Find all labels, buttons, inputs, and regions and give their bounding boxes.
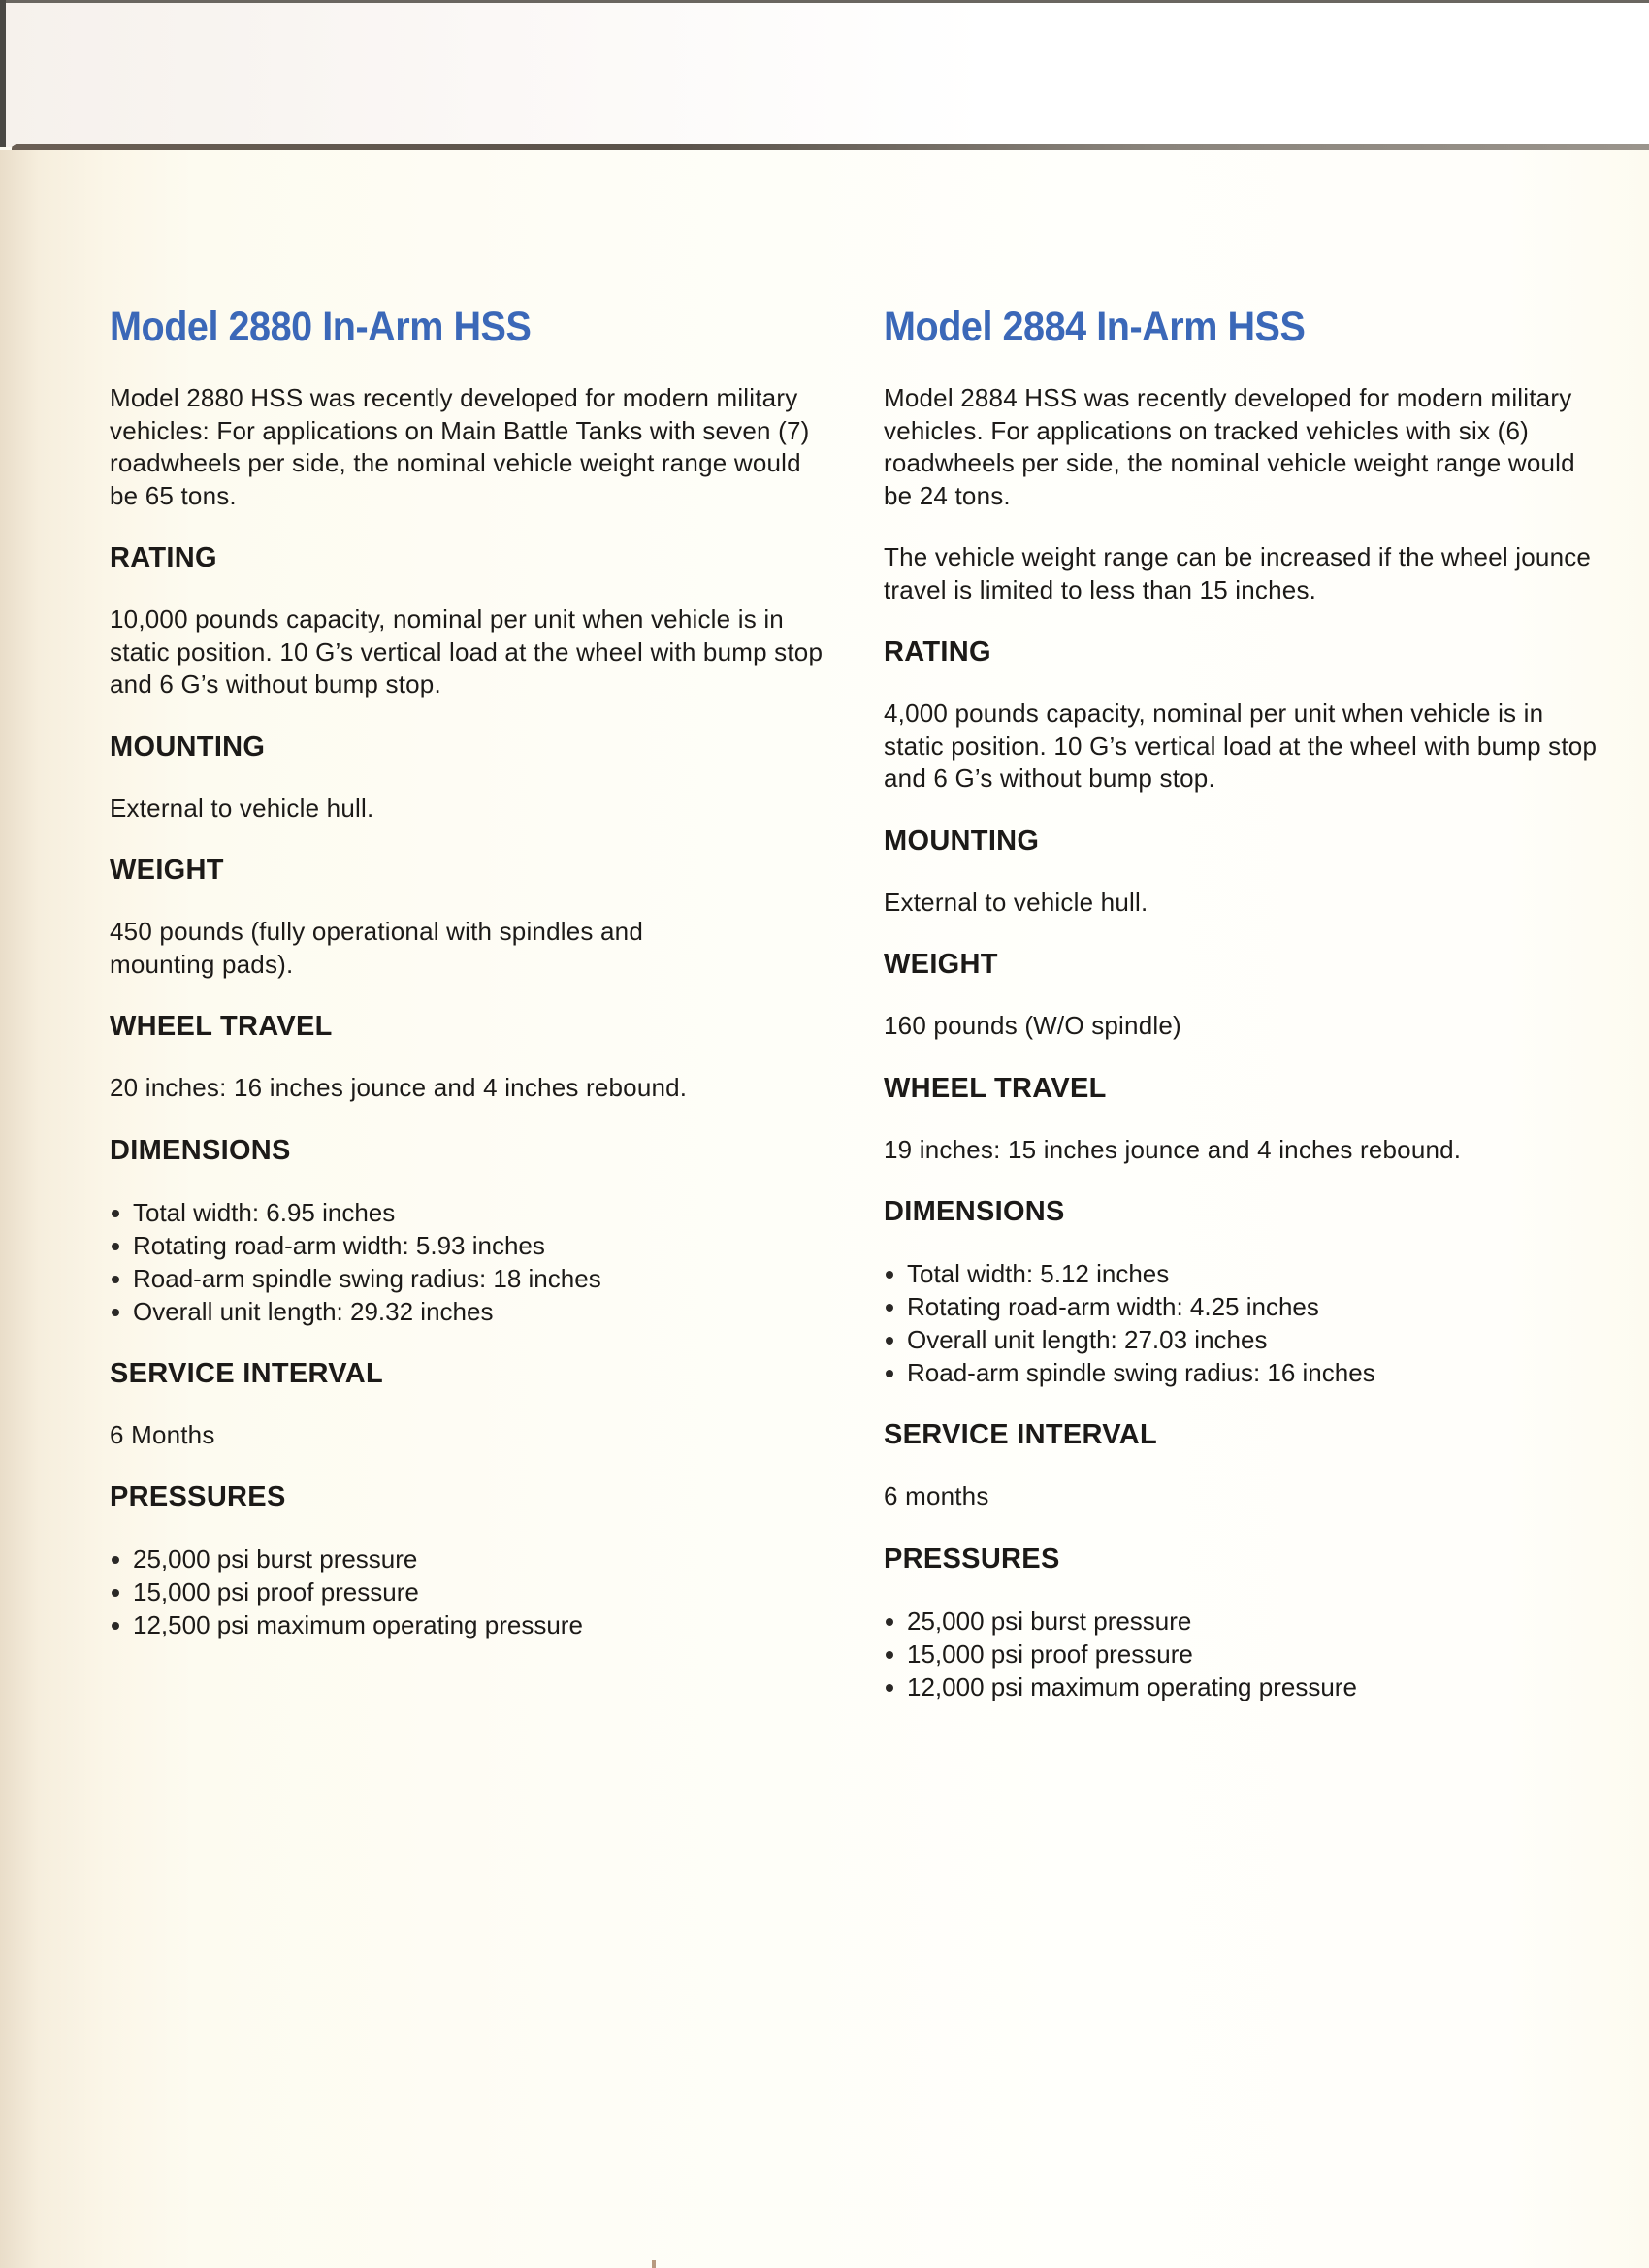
list-item: Rotating road-arm width: 5.93 inches	[110, 1229, 847, 1262]
mounting-text: External to vehicle hull.	[110, 793, 374, 823]
rating-heading: RATING	[884, 636, 991, 667]
wheel-travel-heading: WHEEL TRAVEL	[110, 1011, 333, 1042]
model-2884-title: Model 2884 In-Arm HSS	[884, 304, 1306, 350]
rating-text: 10,000 pounds capacity, nominal per unit when vehicle is in static position. 10 G’s vertical load at the wheel with bump stop and 6 G’s without bump stop.	[110, 604, 824, 698]
list-item: Total width: 6.95 inches	[110, 1196, 847, 1229]
dimensions-heading: DIMENSIONS	[110, 1134, 291, 1166]
list-item: Rotating road-arm width: 4.25 inches	[884, 1290, 1621, 1323]
weight-heading: WEIGHT	[884, 949, 998, 980]
list-item: Overall unit length: 27.03 inches	[884, 1323, 1621, 1356]
list-item: 12,500 psi maximum operating pressure	[110, 1608, 847, 1641]
list-item: Overall unit length: 29.32 inches	[110, 1295, 847, 1328]
weight-heading: WEIGHT	[110, 855, 224, 886]
weight-text: 450 pounds (fully operational with spindles and mounting pads).	[110, 917, 643, 979]
model-2880-intro: Model 2880 HSS was recently developed for modern military vehicles: For applications on Main Battle Tanks with seven (7) roadwheels per side, the nominal vehicle weight range would be 65 tons.	[110, 383, 810, 510]
dimensions-heading: DIMENSIONS	[884, 1196, 1065, 1227]
scan-left-edge	[0, 0, 6, 147]
pressures-heading: PRESSURES	[110, 1481, 286, 1512]
service-interval-heading: SERVICE INTERVAL	[884, 1419, 1157, 1450]
pressures-list	[110, 1542, 847, 1641]
list-item: Road-arm spindle swing radius: 18 inches	[110, 1262, 847, 1295]
rating-text: 4,000 pounds capacity, nominal per unit when vehicle is in static position. 10 G’s vertical load at the wheel with bump stop and 6 G’s without bump stop.	[884, 698, 1598, 793]
rating-heading: RATING	[110, 542, 217, 573]
scan-speck	[652, 2260, 656, 2268]
service-interval-text: 6 Months	[110, 1419, 215, 1449]
mounting-text: External to vehicle hull.	[884, 887, 1148, 917]
mounting-heading: MOUNTING	[884, 825, 1040, 857]
list-item: 12,000 psi maximum operating pressure	[884, 1670, 1621, 1703]
list-item: 15,000 psi proof pressure	[884, 1637, 1621, 1670]
model-2884-intro: Model 2884 HSS was recently developed for modern military vehicles. For applications on tracked vehicles with six (6) roadwheels per side, the nominal vehicle weight range would be 24 tons.	[884, 383, 1575, 510]
wheel-travel-heading: WHEEL TRAVEL	[884, 1072, 1107, 1104]
service-interval-text: 6 months	[884, 1481, 989, 1510]
weight-text: 160 pounds (W/O spindle)	[884, 1011, 1181, 1040]
mounting-heading: MOUNTING	[110, 730, 266, 762]
model-2884-column	[884, 303, 1621, 1733]
pressures-list	[884, 1604, 1621, 1703]
model-2880-title: Model 2880 In-Arm HSS	[110, 304, 532, 350]
list-item: 25,000 psi burst pressure	[110, 1542, 847, 1575]
dimensions-list	[110, 1196, 847, 1328]
list-item: 25,000 psi burst pressure	[884, 1604, 1621, 1637]
model-2884-intro-2: The vehicle weight range can be increased if the wheel jounce travel is limited to less than 15 inches.	[884, 542, 1592, 604]
model-2880-column	[110, 303, 847, 1670]
list-item: Road-arm spindle swing radius: 16 inches	[884, 1356, 1621, 1389]
list-item: Total width: 5.12 inches	[884, 1257, 1621, 1290]
list-item: 15,000 psi proof pressure	[110, 1575, 847, 1608]
wheel-travel-text: 20 inches: 16 inches jounce and 4 inches rebound.	[110, 1073, 688, 1102]
dimensions-list	[884, 1257, 1621, 1389]
wheel-travel-text: 19 inches: 15 inches jounce and 4 inches rebound.	[884, 1134, 1462, 1164]
pressures-heading: PRESSURES	[884, 1542, 1060, 1574]
scan-top-edge	[0, 0, 1649, 3]
scan-top-strip	[0, 0, 1649, 147]
service-interval-heading: SERVICE INTERVAL	[110, 1357, 383, 1389]
page-edge-shadow	[12, 144, 1649, 150]
